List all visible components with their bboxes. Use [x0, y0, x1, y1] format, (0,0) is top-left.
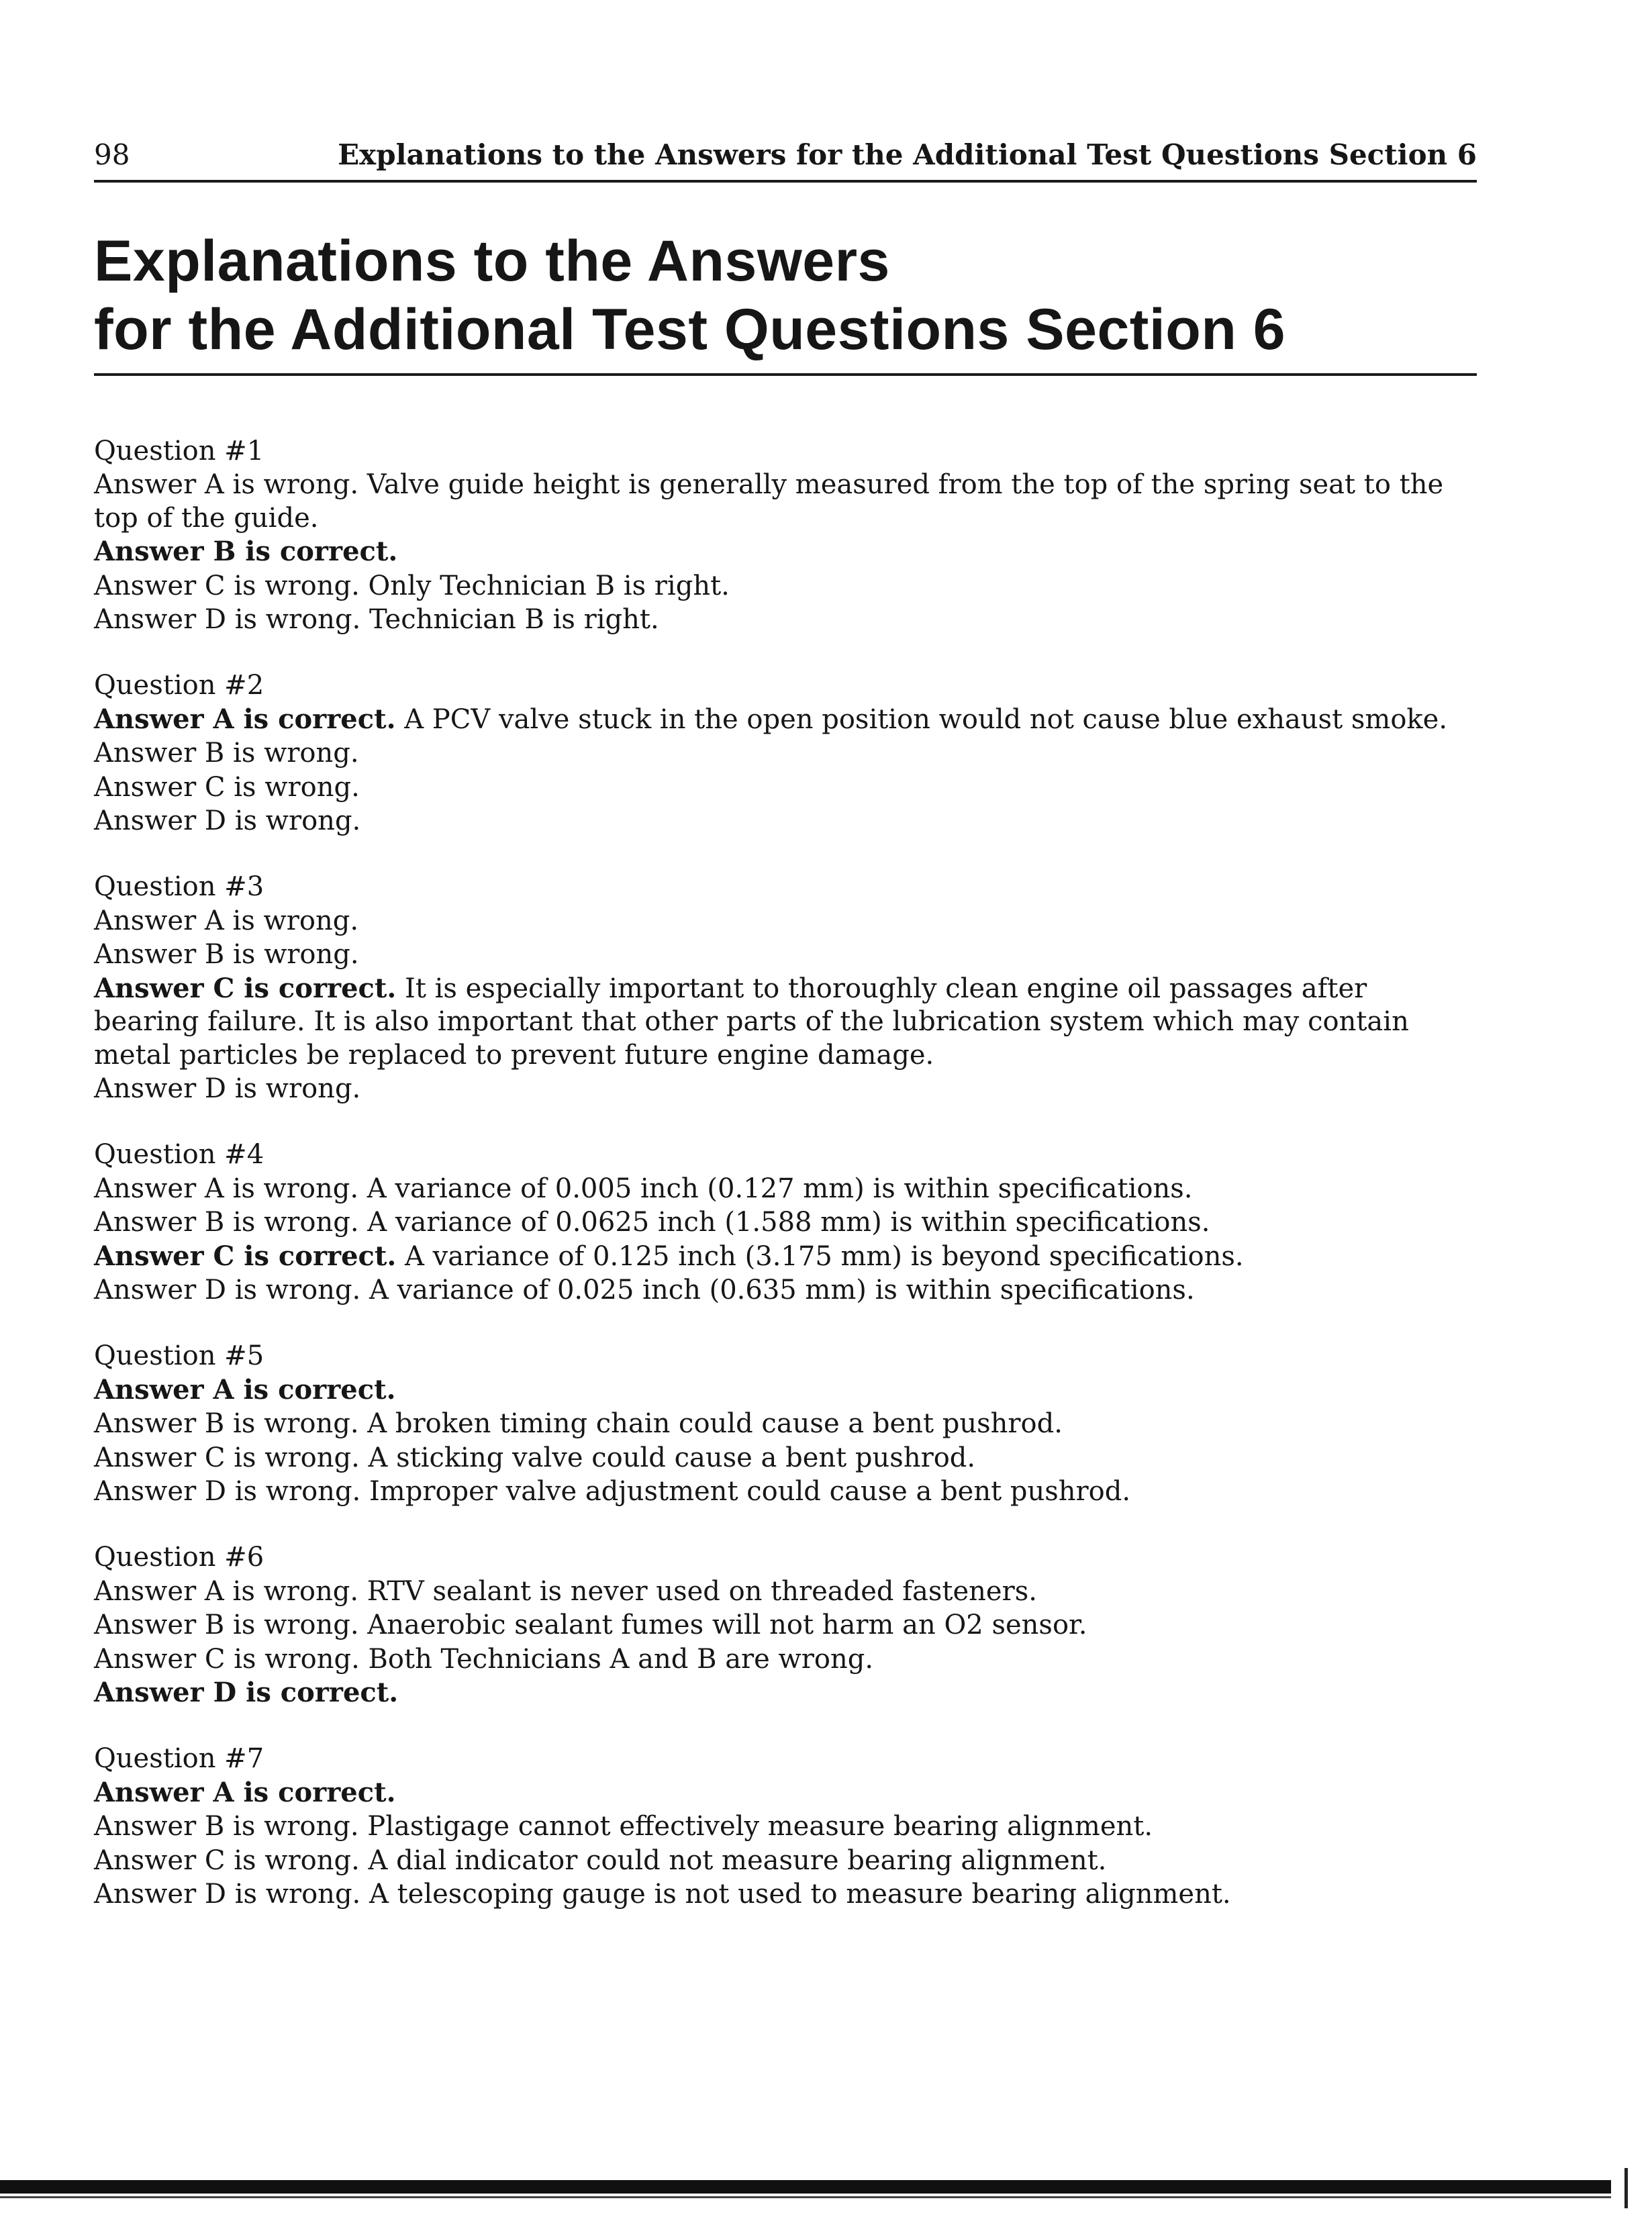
answer-label: Answer A is correct.: [94, 1776, 396, 1808]
answer-line: [94, 1240, 1477, 1273]
question-block: [94, 1541, 1477, 1710]
answer-line: [94, 904, 1477, 938]
answer-line: [94, 1205, 1477, 1239]
question-block: [94, 1742, 1477, 1911]
answer-text: Answer B is wrong. Plastigage cannot effectively measure bearing alignment.: [94, 1811, 1153, 1842]
answer-line: [94, 804, 1477, 838]
answer-label: Answer C is correct.: [94, 972, 397, 1004]
title-rule: [94, 373, 1477, 376]
answer-text: Answer D is wrong. A variance of 0.025 inch (0.635 mm) is within specifications.: [94, 1274, 1195, 1306]
answer-text: A variance of 0.125 inch (3.175 mm) is beyond specifications.: [396, 1240, 1244, 1272]
answer-line: [94, 569, 1477, 603]
answer-line: [94, 1810, 1477, 1843]
answer-text: Answer C is wrong. Both Technicians A and B are wrong.: [94, 1643, 874, 1675]
question-heading: Question #2: [94, 670, 264, 701]
answer-text: Answer C is wrong.: [94, 771, 360, 803]
answer-line: [94, 1172, 1477, 1205]
question-block: [94, 1138, 1477, 1307]
answer-text: Answer D is wrong. Technician B is right.: [94, 604, 659, 636]
answer-text: Answer A is wrong. Valve guide height is generally measured from the top of the spring seat to the top of the guide.: [94, 469, 1444, 534]
answer-text: Answer A is wrong.: [94, 905, 359, 936]
answer-text: Answer D is wrong.: [94, 1073, 361, 1104]
scan-edge-mark: [1624, 2168, 1628, 2208]
answer-line: [94, 1407, 1477, 1440]
answers-content: [94, 435, 1477, 1944]
bottom-rule: [0, 2180, 1611, 2194]
answer-text: Answer B is wrong. A variance of 0.0625 inch (1.588 mm) is within specifications.: [94, 1207, 1210, 1238]
answer-text: Answer C is wrong. A dial indicator could not measure bearing alignment.: [94, 1844, 1107, 1876]
page-title-line-2: for the Additional Test Questions Section 6: [94, 297, 1286, 362]
answer-line: [94, 1676, 1477, 1710]
answer-label: Answer C is correct.: [94, 1240, 397, 1272]
page-title-line-1: Explanations to the Answers: [94, 229, 890, 293]
answer-text: Answer A is wrong. RTV sealant is never used on threaded fasteners.: [94, 1575, 1037, 1607]
answer-line: [94, 1642, 1477, 1676]
answer-line: [94, 1273, 1477, 1307]
answer-text: Answer C is wrong. Only Technician B is right.: [94, 570, 730, 601]
answer-text: Answer B is wrong.: [94, 738, 359, 769]
answer-line: [94, 736, 1477, 770]
answer-line: [94, 1776, 1477, 1810]
answer-line: [94, 1441, 1477, 1475]
answer-line: [94, 1575, 1477, 1608]
answer-text: A PCV valve stuck in the open position would not cause blue exhaust smoke.: [395, 703, 1448, 735]
question-block: [94, 871, 1477, 1105]
answer-line: [94, 1608, 1477, 1642]
answer-line: [94, 535, 1477, 569]
answer-line: [94, 1877, 1477, 1911]
answer-text: Answer D is wrong. Improper valve adjustment could cause a bent pushrod.: [94, 1475, 1131, 1507]
question-heading: Question #5: [94, 1340, 264, 1372]
answer-text: Answer C is wrong. A sticking valve could cause a bent pushrod.: [94, 1442, 976, 1473]
question-block: [94, 1340, 1477, 1508]
answer-line: [94, 771, 1477, 804]
page-title: [94, 227, 1477, 364]
page-number: 98: [94, 138, 130, 171]
answer-line: [94, 703, 1477, 736]
bottom-rule-thin: [0, 2196, 1611, 2198]
question-heading: Question #3: [94, 871, 264, 903]
answer-line: [94, 1373, 1477, 1407]
answer-text: Answer D is wrong. A telescoping gauge is not used to measure bearing alignment.: [94, 1879, 1231, 1910]
answer-line: [94, 938, 1477, 971]
question-block: [94, 435, 1477, 636]
answer-line: [94, 1072, 1477, 1105]
running-head: Explanations to the Answers for the Additional Test Questions Section 6: [338, 138, 1477, 171]
answer-line: [94, 468, 1477, 535]
answer-text: Answer B is wrong. Anaerobic sealant fumes will not harm an O2 sensor.: [94, 1610, 1087, 1641]
answer-text: Answer B is wrong.: [94, 939, 359, 971]
question-heading: Question #1: [94, 436, 264, 466]
page-header: [94, 132, 1477, 185]
header-rule: [94, 180, 1477, 183]
answer-line: [94, 1475, 1477, 1508]
answer-line: [94, 972, 1477, 1072]
answer-text: Answer B is wrong. A broken timing chain could cause a bent pushrod.: [94, 1408, 1063, 1440]
answer-label: Answer B is correct.: [94, 536, 398, 568]
question-block: [94, 669, 1477, 838]
answer-label: Answer D is correct.: [94, 1677, 399, 1708]
answer-label: Answer A is correct.: [94, 703, 396, 735]
question-heading: Question #7: [94, 1743, 264, 1775]
answer-label: Answer A is correct.: [94, 1373, 396, 1406]
answer-text: It is especially important to thoroughly clean engine oil passages after bearing failure. It is also important that other parts of the lubrication system which may contain metal particles be replaced to prevent future engine damage.: [94, 973, 1409, 1071]
question-heading: Question #6: [94, 1542, 264, 1573]
answer-text: Answer D is wrong.: [94, 805, 361, 837]
question-heading: Question #4: [94, 1139, 264, 1171]
answer-line: [94, 1844, 1477, 1877]
answer-text: Answer A is wrong. A variance of 0.005 inch (0.127 mm) is within specifications.: [94, 1173, 1193, 1204]
answer-line: [94, 603, 1477, 636]
